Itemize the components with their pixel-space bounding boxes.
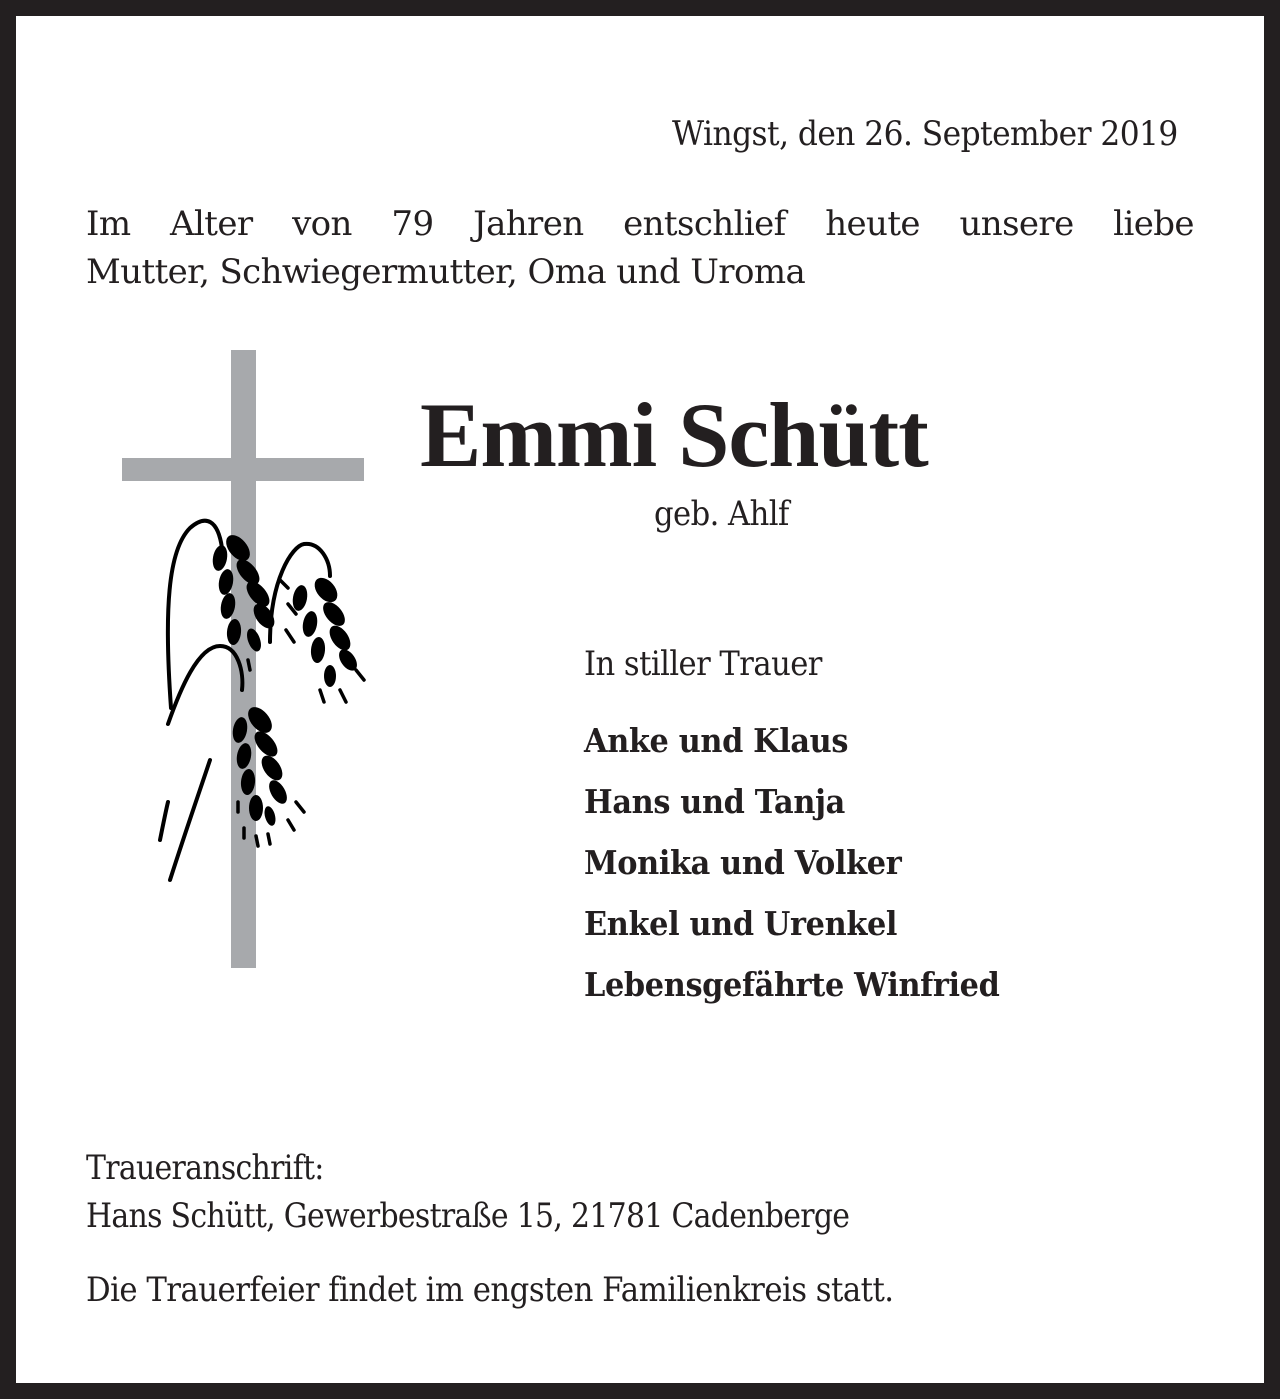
intro-line-1	[86, 200, 1194, 248]
mourners-list	[584, 710, 1036, 1015]
intro-line-2: Mutter, Schwiegermutter, Oma und Uroma	[86, 252, 806, 292]
intro-word: 79	[391, 204, 434, 244]
intro-word: heute	[825, 204, 920, 244]
intro-word: von	[292, 204, 352, 244]
mourning-address: Hans Schütt, Gewerbestraße 15, 21781 Cadenberge	[86, 1196, 850, 1236]
mourner: Enkel und Urenkel	[584, 904, 898, 943]
mourner: Lebensgefährte Winfried	[584, 965, 1000, 1004]
obituary-notice	[16, 16, 1264, 1383]
mourner: Hans und Tanja	[584, 782, 845, 821]
intro-word: liebe	[1113, 204, 1194, 244]
intro-word: unsere	[959, 204, 1074, 244]
cross-with-wheat-icon	[120, 350, 380, 970]
mourner: Anke und Klaus	[584, 721, 849, 760]
intro-word: Im	[86, 204, 131, 244]
intro-word: entschlief	[623, 204, 786, 244]
intro-word: Jahren	[473, 204, 584, 244]
mourner: Monika und Volker	[584, 843, 902, 882]
deceased-name: Emmi Schütt	[420, 384, 928, 486]
address-label: Traueranschrift:	[86, 1148, 324, 1188]
ceremony-note: Die Trauerfeier findet im engsten Familienkreis statt.	[86, 1270, 894, 1310]
intro-word: Alter	[170, 204, 253, 244]
place-date: Wingst, den 26. September 2019	[672, 114, 1178, 154]
birth-name: geb. Ahlf	[654, 494, 789, 534]
mourning-phrase: In stiller Trauer	[584, 644, 822, 684]
intro-text	[86, 200, 1194, 296]
